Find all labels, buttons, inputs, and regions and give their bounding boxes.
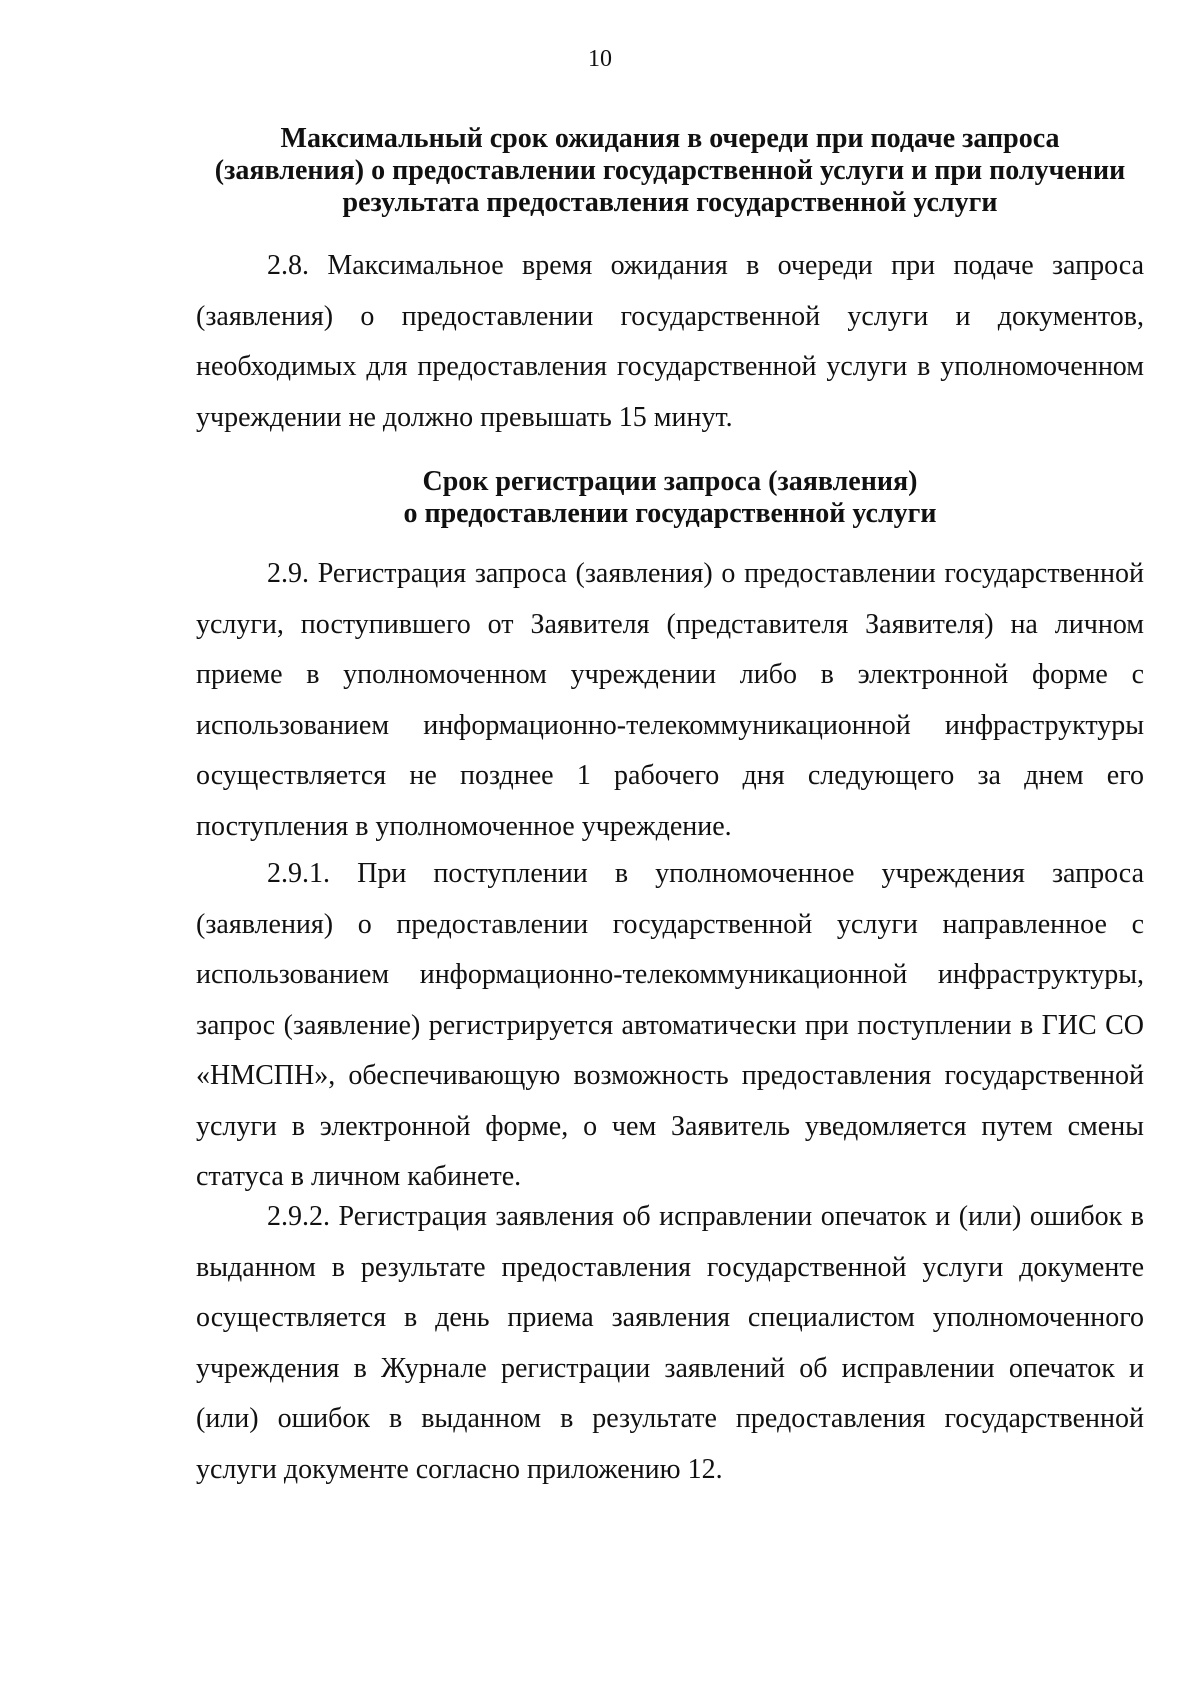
heading-line: (заявления) о предоставлении государственной услуги и при получении — [214, 155, 1126, 186]
paragraph-2-9: 2.9. Регистрация запроса (заявления) о предоставлении государственной услуги, поступившего от Заявителя (представителя Заявителя) на личном приеме в уполномоченном учреждении либо в электронной форме с использованием информационно-телекоммуникационной инфраструктуры осуществляется не позднее 1 рабочего дня следующего за днем его поступления в уполномоченное учреждение. — [196, 558, 1144, 842]
heading-line: Максимальный срок ожидания в очереди при подаче запроса — [280, 123, 1060, 154]
section-heading-registration-term — [195, 466, 1145, 530]
paragraph-2-8: 2.8. Максимальное время ожидания в очереди при подаче запроса (заявления) о предоставлении государственной услуги и документов, необходимых для предоставления государственной услуги в уполномоченном учреждении не должно превышать 15 минут. — [196, 250, 1144, 433]
paragraph-2-9-2: 2.9.2. Регистрация заявления об исправлении опечаток и (или) ошибок в выданном в результате предоставления государственной услуги документе осуществляется в день приема заявления специалистом уполномоченного учреждения в Журнале регистрации заявлений об исправлении опечаток и (или) ошибок в выданном в результате предоставления государственной услуги документе согласно приложению 12. — [196, 1201, 1144, 1485]
page-number: 10 — [588, 46, 612, 72]
section-heading-waiting-time — [195, 123, 1145, 219]
heading-line: результата предоставления государственной услуги — [342, 187, 998, 218]
heading-line: о предоставлении государственной услуги — [403, 498, 937, 529]
heading-line: Срок регистрации запроса (заявления) — [422, 466, 918, 497]
paragraph-2-9-1: 2.9.1. При поступлении в уполномоченное учреждения запроса (заявления) о предоставлении государственной услуги направленное с использованием информационно-телекоммуникационной инфраструктуры, запрос (заявление) регистрируется автоматически при поступлении в ГИС СО «НМСПН», обеспечивающую возможность предоставления государственной услуги в электронной форме, о чем Заявитель уведомляется путем смены статуса в личном кабинете. — [196, 858, 1144, 1192]
